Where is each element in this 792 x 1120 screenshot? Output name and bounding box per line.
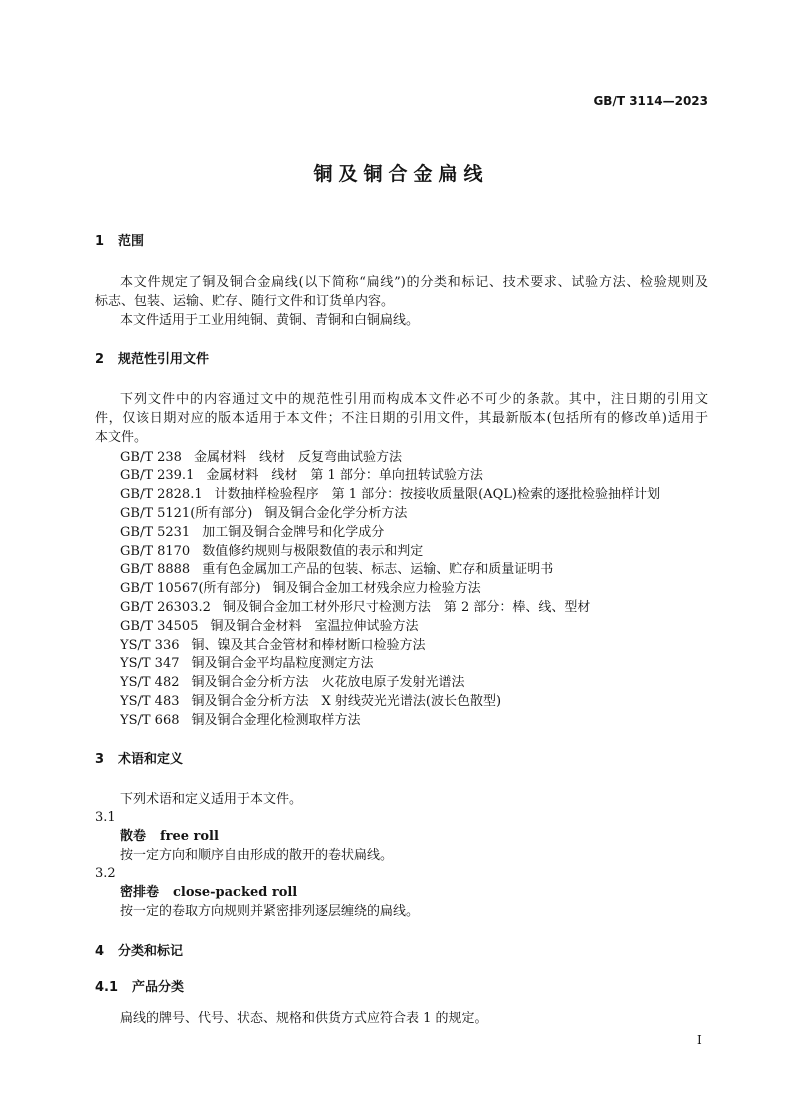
reference-item bbox=[120, 466, 483, 485]
section-4-heading bbox=[95, 942, 183, 961]
reference-item bbox=[120, 523, 384, 542]
reference-item bbox=[120, 673, 465, 692]
reference-code: GB/T 34505 bbox=[120, 618, 199, 634]
reference-title: 铜及铜合金化学分析方法 bbox=[264, 505, 408, 521]
reference-code: GB/T 238 bbox=[120, 449, 182, 465]
reference-code: YS/T 482 bbox=[120, 675, 180, 691]
reference-item bbox=[120, 617, 419, 636]
term-entry bbox=[120, 883, 297, 902]
reference-title: 铜及铜合金平均晶粒度测定方法 bbox=[191, 656, 374, 672]
term-chinese: 散卷 bbox=[120, 829, 147, 844]
term-english: close-packed roll bbox=[173, 885, 298, 900]
paragraph-line: 本文件适用于工业用纯铜、黄铜、青铜和白铜扁线。 bbox=[120, 313, 420, 328]
reference-title: 计数抽样检验程序 第 1 部分：按接收质量限(AQL)检索的逐批检验抽样计划 bbox=[214, 487, 660, 503]
reference-title: 金属材料 线材 第 1 部分：单向扭转试验方法 bbox=[206, 468, 483, 484]
reference-code: GB/T 10567(所有部分) bbox=[120, 581, 261, 597]
reference-title: 铜及铜合金理化检测取样方法 bbox=[191, 712, 361, 728]
reference-title: 铜、镍及其合金管材和棒材断口检验方法 bbox=[191, 637, 426, 653]
paragraph-line: 件，仅该日期对应的版本适用于本文件；不注日期的引用文件，其最新版本(包括所有的修改单)适用于 bbox=[95, 411, 708, 426]
term-number: 3.2 bbox=[95, 866, 116, 881]
reference-code: GB/T 8888 bbox=[120, 562, 191, 578]
reference-item bbox=[120, 485, 660, 504]
reference-item bbox=[120, 579, 481, 598]
paragraph-line: 下列文件中的内容通过文中的规范性引用而构成本文件必不可少的条款。其中，注日期的引用文 bbox=[120, 392, 708, 407]
document-code: GB/T 3114—2023 bbox=[593, 94, 708, 108]
reference-item bbox=[120, 560, 553, 579]
document-title: 铜及铜合金扁线 bbox=[313, 163, 489, 185]
reference-item bbox=[120, 504, 407, 523]
reference-item bbox=[120, 711, 361, 730]
reference-item bbox=[120, 448, 402, 467]
term-definition: 按一定方向和顺序自由形成的散开的卷状扁线。 bbox=[120, 848, 394, 863]
reference-code: GB/T 2828.1 bbox=[120, 487, 203, 503]
paragraph-line: 标志、包装、运输、贮存、随行文件和订货单内容。 bbox=[95, 294, 395, 309]
subsection-4-1-heading bbox=[95, 978, 184, 997]
reference-code: GB/T 239.1 bbox=[120, 468, 195, 484]
reference-title: 金属材料 线材 反复弯曲试验方法 bbox=[193, 449, 402, 465]
reference-code: GB/T 8170 bbox=[120, 543, 191, 559]
paragraph-line: 本文件。 bbox=[95, 430, 148, 445]
term-chinese: 密排卷 bbox=[120, 885, 160, 900]
term-english: free roll bbox=[160, 829, 219, 844]
reference-code: GB/T 26303.2 bbox=[120, 599, 211, 615]
section-title: 规范性引用文件 bbox=[118, 352, 210, 367]
reference-title: 铜及铜合金加工材外形尺寸检测方法 第 2 部分：棒、线、型材 bbox=[222, 599, 591, 615]
reference-item bbox=[120, 636, 426, 655]
term-entry bbox=[120, 827, 219, 846]
reference-title: 加工铜及铜合金牌号和化学成分 bbox=[202, 524, 385, 540]
reference-title: 铜及铜合金分析方法 X 射线荧光光谱法(波长色散型) bbox=[191, 693, 502, 709]
reference-item bbox=[120, 654, 374, 673]
paragraph-line: 扁线的牌号、代号、状态、规格和供货方式应符合表 1 的规定。 bbox=[120, 1011, 488, 1026]
term-number: 3.1 bbox=[95, 810, 116, 825]
subsection-number: 4.1 bbox=[95, 980, 119, 995]
reference-code: YS/T 668 bbox=[120, 712, 180, 728]
reference-title: 铜及铜合金加工材残余应力检验方法 bbox=[272, 581, 481, 597]
section-3-heading bbox=[95, 750, 183, 769]
reference-title: 铜及铜合金材料 室温拉伸试验方法 bbox=[210, 618, 419, 634]
section-2-heading bbox=[95, 350, 209, 369]
reference-code: GB/T 5231 bbox=[120, 524, 191, 540]
reference-title: 重有色金属加工产品的包装、标志、运输、贮存和质量证明书 bbox=[202, 562, 554, 578]
reference-item bbox=[120, 542, 423, 561]
reference-code: YS/T 483 bbox=[120, 693, 180, 709]
reference-code: GB/T 5121(所有部分) bbox=[120, 505, 253, 521]
reference-code: YS/T 336 bbox=[120, 637, 180, 653]
section-number: 2 bbox=[95, 352, 105, 367]
section-number: 1 bbox=[95, 234, 105, 249]
paragraph-line: 下列术语和定义适用于本文件。 bbox=[120, 792, 303, 807]
section-number: 4 bbox=[95, 944, 105, 959]
reference-item bbox=[120, 692, 501, 711]
term-definition: 按一定的卷取方向规则并紧密排列逐层缠绕的扁线。 bbox=[120, 904, 420, 919]
section-title: 范围 bbox=[118, 234, 145, 249]
reference-code: YS/T 347 bbox=[120, 656, 180, 672]
subsection-title: 产品分类 bbox=[132, 980, 185, 995]
page-number: I bbox=[697, 1033, 702, 1047]
section-title: 术语和定义 bbox=[118, 752, 184, 767]
reference-title: 数值修约规则与极限数值的表示和判定 bbox=[202, 543, 424, 559]
paragraph-line: 本文件规定了铜及铜合金扁线(以下简称“扁线”)的分类和标记、技术要求、试验方法、检验规则及 bbox=[120, 275, 708, 290]
reference-title: 铜及铜合金分析方法 火花放电原子发射光谱法 bbox=[191, 675, 465, 691]
section-1-heading bbox=[95, 232, 144, 251]
section-title: 分类和标记 bbox=[118, 944, 184, 959]
reference-item bbox=[120, 598, 590, 617]
section-number: 3 bbox=[95, 752, 105, 767]
